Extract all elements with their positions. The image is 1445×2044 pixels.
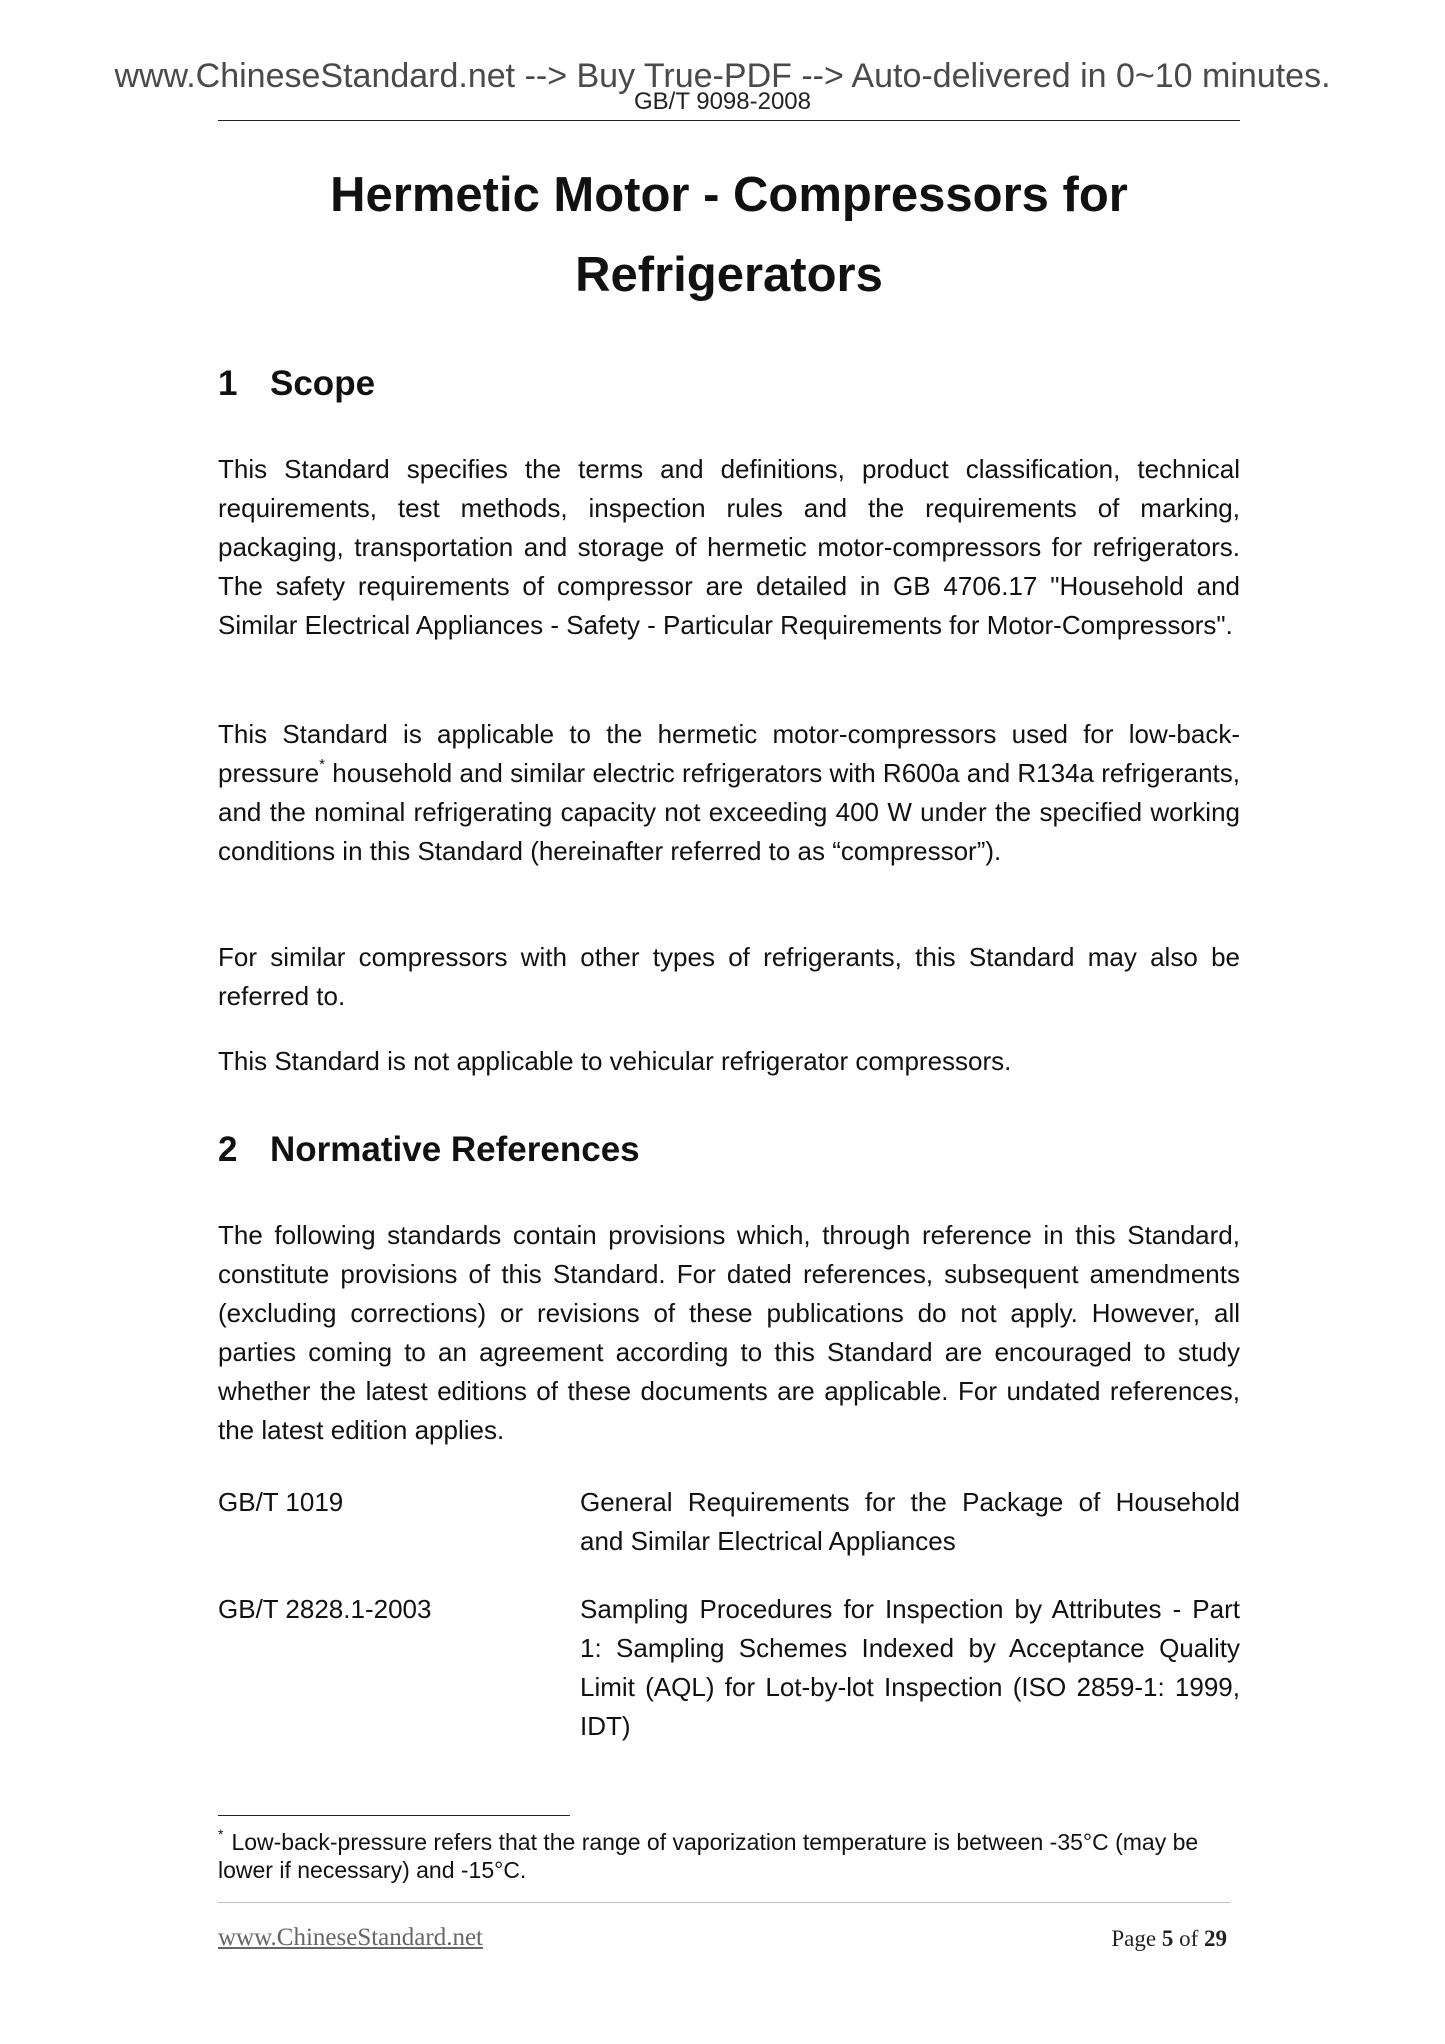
footer-site-link[interactable]: www.ChineseStandard.net	[218, 1924, 483, 1951]
title-line-2: Refrigerators	[575, 248, 883, 302]
reference-title: Sampling Procedures for Inspection by Attributes - Part 1: Sampling Schemes Indexed by Acceptance Quality Limit (AQL) for Lot-by-lot Inspection (ISO 2859-1: 1999, IDT)	[580, 1594, 1240, 1741]
paragraph-text: household and similar electric refrigerators with R600a and R134a refrigerants, and the nominal refrigerating capacity not exceeding 400 W under the specified working conditions in this Standard (hereinafter referred to as “compressor”).	[218, 758, 1240, 866]
footnote-divider	[218, 1815, 570, 1816]
page-indicator	[1111, 1926, 1227, 1952]
reference-title: General Requirements for the Package of Household and Similar Electrical Appliances	[580, 1487, 1240, 1556]
section-title: Normative References	[270, 1130, 640, 1169]
section-number: 1	[218, 364, 238, 403]
document-title	[218, 155, 1240, 315]
section-heading-normative-references	[218, 1130, 640, 1170]
footer-divider	[218, 1902, 1230, 1903]
header-divider	[218, 120, 1240, 121]
title-line-1: Hermetic Motor - Compressors for	[330, 168, 1128, 222]
footnote-text: Low-back-pressure refers that the range of vaporization temperature is between -35°C (may be lower if necessary) and -15°C.	[218, 1829, 1199, 1883]
page-prefix: Page	[1111, 1926, 1162, 1951]
scope-paragraph-1: This Standard specifies the terms and definitions, product classification, technical requirements, test methods, inspection rules and the requirements of marking, packaging, transportation and storage of hermetic motor-compressors for refrigerators. The safety requirements of compressor are detailed in GB 4706.17 "Household and Similar Electrical Appliances - Safety - Particular Requirements for Motor-Compressors".	[218, 454, 1240, 640]
footnote	[218, 1828, 1240, 1884]
references-intro: The following standards contain provisions which, through reference in this Standard, constitute provisions of this Standard. For dated references, subsequent amendments (excluding corrections) or revisions of these publications do not apply. However, all parties coming to an agreement according to this Standard are encouraged to study whether the latest editions of these documents are applicable. For undated references, the latest edition applies.	[218, 1220, 1240, 1445]
reference-code: GB/T 1019	[218, 1487, 344, 1517]
section-heading-scope	[218, 364, 375, 404]
site-banner[interactable]: www.ChineseStandard.net --> Buy True-PDF --> Auto-delivered in 0~10 minutes.	[114, 57, 1331, 95]
footnote-marker: *	[218, 1826, 224, 1842]
section-title: Scope	[270, 364, 376, 403]
page-current: 5	[1161, 1926, 1174, 1951]
section-number: 2	[218, 1130, 238, 1169]
page-total: 29	[1204, 1926, 1227, 1951]
scope-paragraph-2	[218, 715, 1240, 871]
paragraph-text: This Standard is applicable to the hermetic motor-compressors used for low-back-pressure	[218, 719, 1240, 788]
scope-paragraph-3: For similar compressors with other types of refrigerants, this Standard may also be referred to.	[218, 942, 1240, 1011]
reference-code: GB/T 2828.1-2003	[218, 1594, 432, 1624]
footnote-marker[interactable]: *	[319, 756, 325, 773]
page-of: of	[1173, 1926, 1204, 1951]
scope-paragraph-4: This Standard is not applicable to vehicular refrigerator compressors.	[218, 1046, 1012, 1076]
standard-number: GB/T 9098-2008	[633, 88, 811, 115]
